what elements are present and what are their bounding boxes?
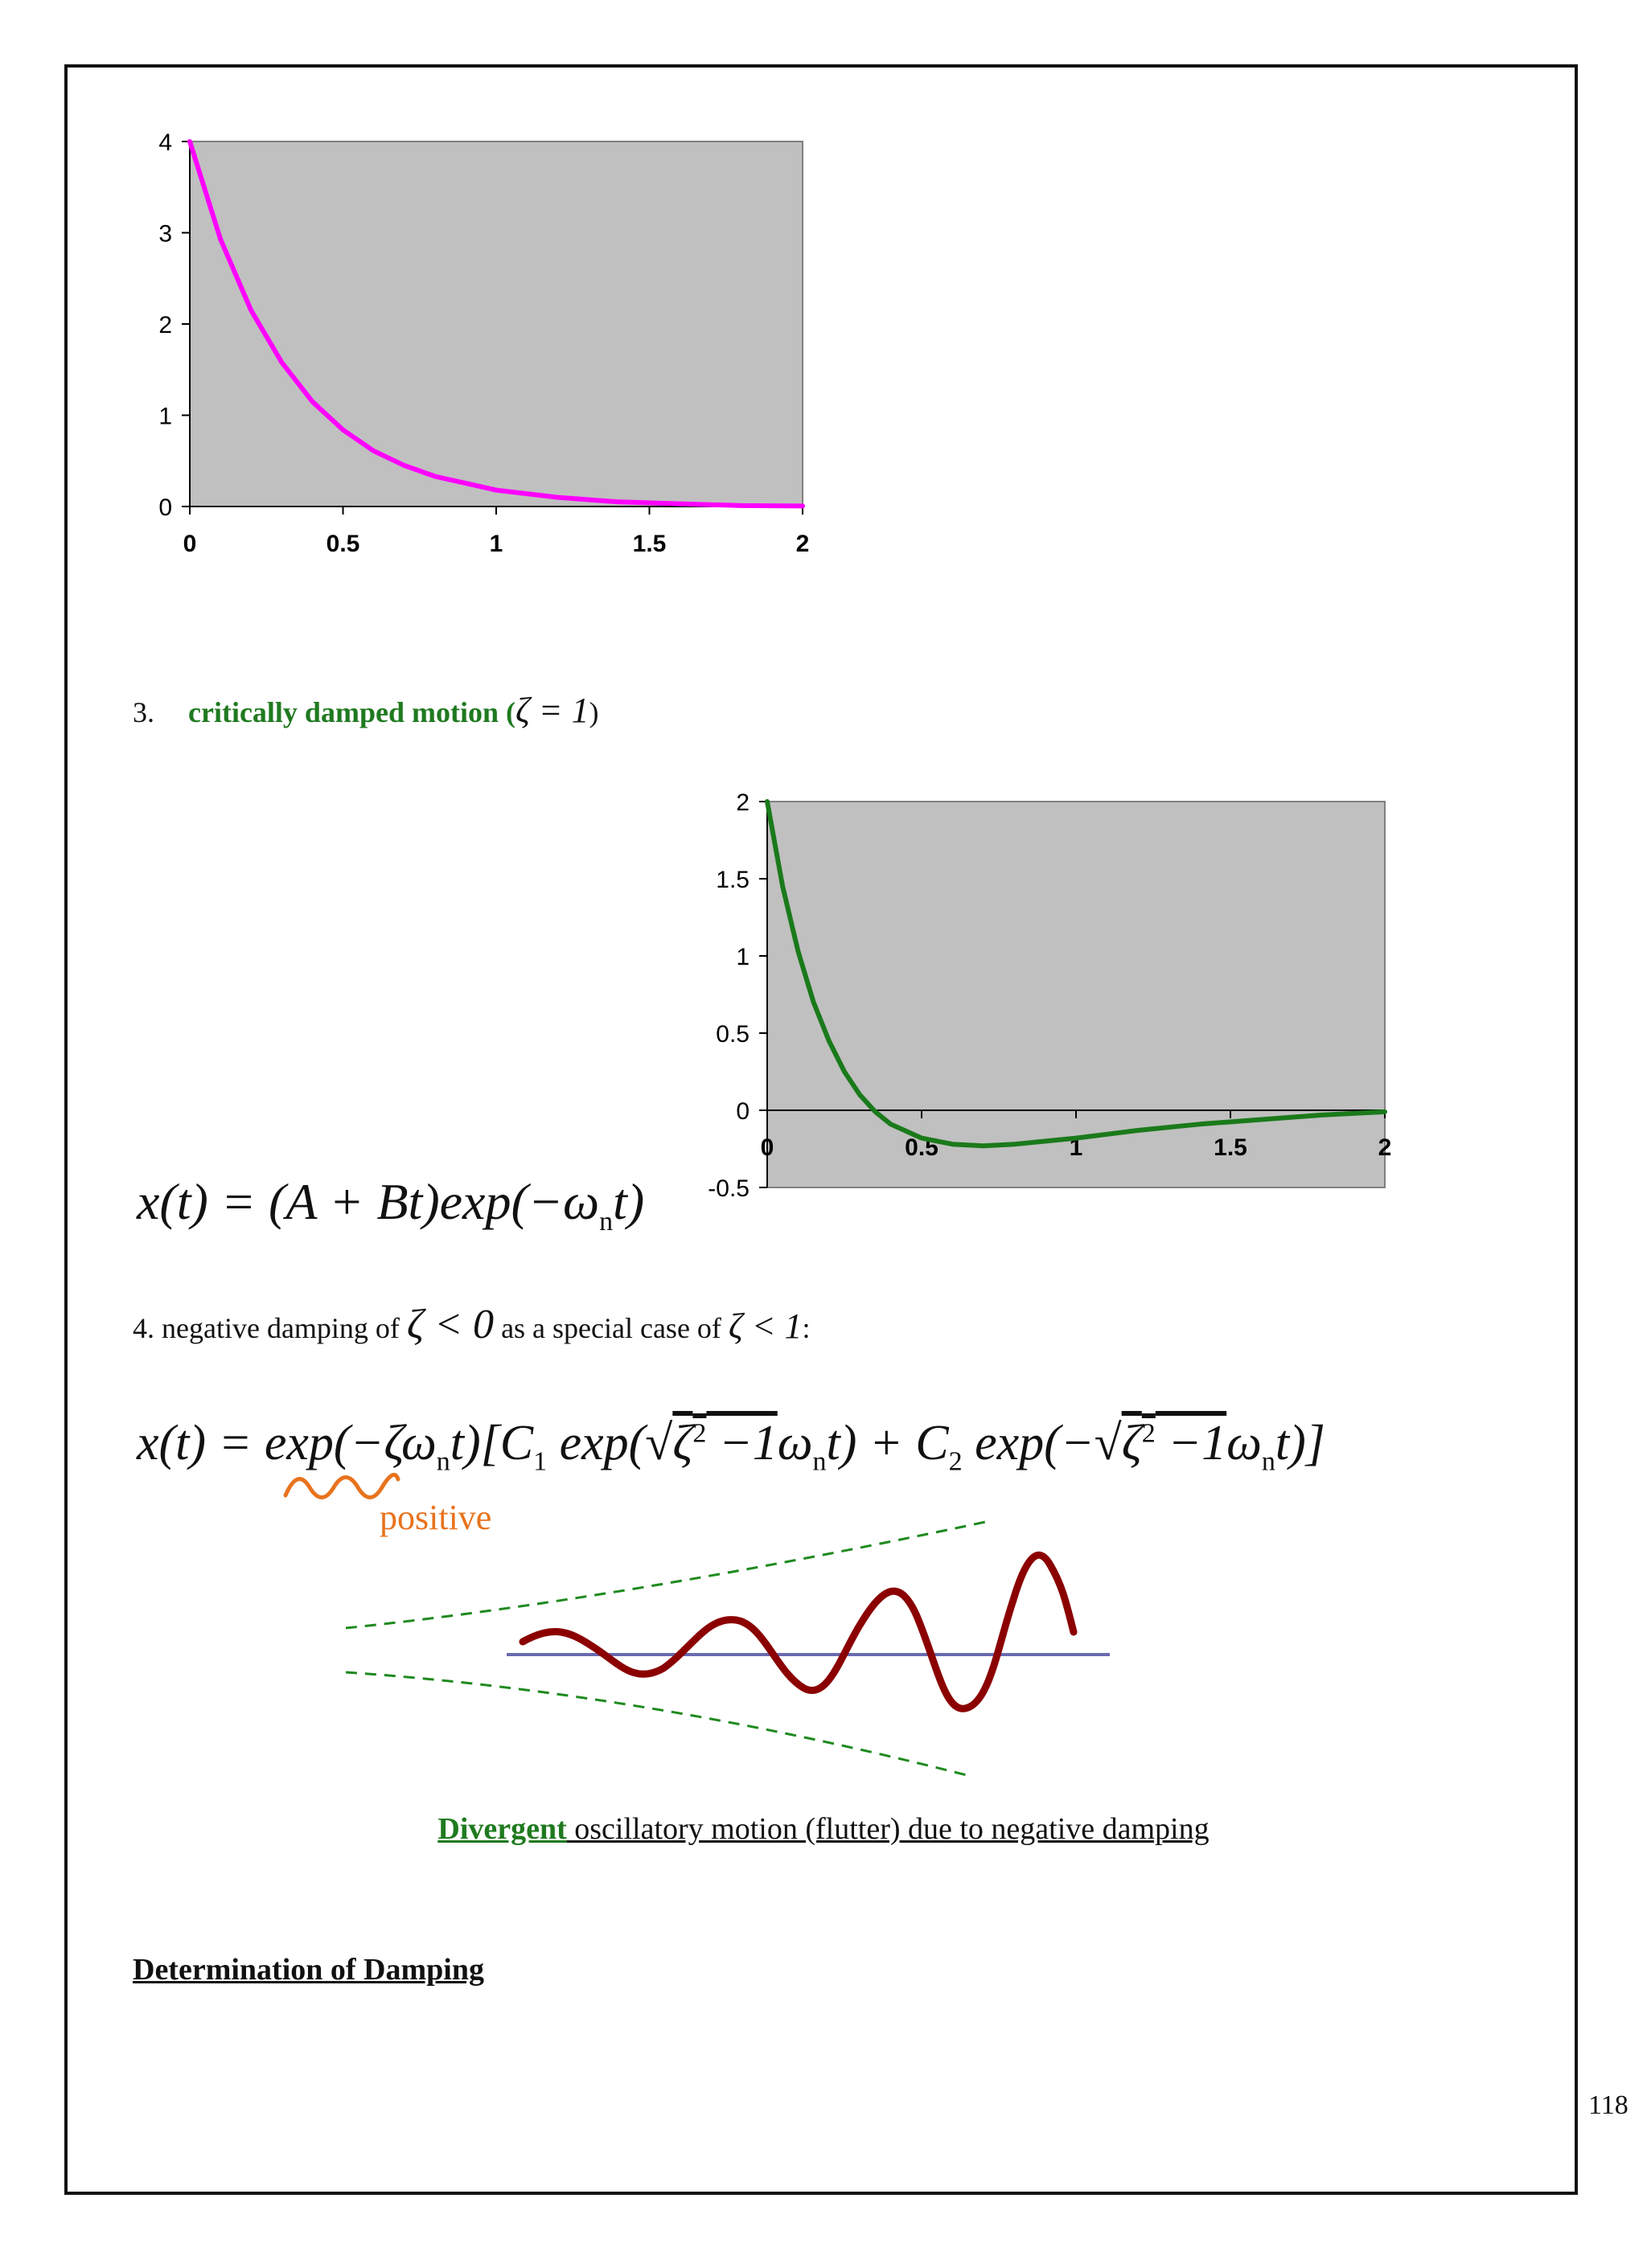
critically-damped-x-tick-label: 1 <box>1069 1134 1083 1161</box>
chart2-plot-area <box>767 802 1385 1187</box>
overdamped-decay-y-tick-label: 2 <box>158 312 172 338</box>
eq2-root1-zeta: ζ <box>672 1416 693 1470</box>
item4-heading <box>133 1301 810 1348</box>
overdamped-decay-x-tick-label: 1.5 <box>632 531 667 557</box>
caption-lead: Divergent <box>437 1812 567 1846</box>
item3-number: 3. <box>133 696 154 728</box>
caption-rest: oscillatory motion (flutter) due to negative damping <box>566 1812 1210 1846</box>
critically-damped-x-tick-label: 1.5 <box>1214 1134 1247 1161</box>
eq2-root1-rest: −1 <box>706 1416 778 1470</box>
critically-damped-y-tick-label: -0.5 <box>708 1175 750 1202</box>
overdamped-chart <box>129 121 852 587</box>
item4-cond2: ζ < 1 <box>728 1306 803 1346</box>
item3-zeta: ζ = 1 <box>515 691 589 730</box>
overdamped-decay-x-tick-label: 2 <box>795 531 810 557</box>
eq2-part3: exp( <box>547 1416 646 1470</box>
eq2-root1 <box>672 1416 777 1470</box>
eq2-part6: exp(− <box>962 1416 1095 1470</box>
chart1-plot-area <box>190 141 803 507</box>
eq2-sub2: 1 <box>533 1446 548 1477</box>
eq2-sub1: n <box>436 1446 450 1477</box>
overdamped-decay-y-tick-label: 0 <box>158 494 172 521</box>
section-heading: Determination of Damping <box>133 1953 484 1987</box>
item4-text3: : <box>802 1312 811 1344</box>
eq2-root2-zeta: ζ <box>1121 1416 1142 1470</box>
eq2-root2-exp: 2 <box>1141 1418 1156 1449</box>
eq2-root1-exp: 2 <box>692 1418 707 1449</box>
critically-damped-y-tick-label: 0 <box>736 1098 750 1125</box>
lower-envelope <box>346 1672 973 1777</box>
overdamped-decay-x-tick-label: 0.5 <box>326 531 360 557</box>
oscillation-curve <box>523 1555 1074 1708</box>
eq2-sub3: n <box>812 1446 827 1477</box>
eq2-part4: ω <box>777 1416 813 1470</box>
page-number: 118 <box>1588 2090 1629 2120</box>
item4-text2: as a special case of <box>501 1312 721 1344</box>
eq2-part2: t)[C <box>450 1416 534 1470</box>
eq2-sub5: n <box>1261 1446 1275 1477</box>
item3-heading <box>133 690 598 731</box>
eq1-sub: n <box>599 1206 614 1237</box>
overdamped-decay-y-tick-label: 3 <box>158 220 172 248</box>
item4-cond1: ζ < 0 <box>406 1302 495 1347</box>
overdamped-decay-y-tick-label: 4 <box>158 129 172 156</box>
critically-damped-y-tick-label: 0.5 <box>716 1021 750 1048</box>
overdamped-decay-x-tick-label: 0 <box>183 531 197 557</box>
overdamped-decay-y-tick-label: 1 <box>158 403 172 430</box>
item3-label: critically damped motion ( <box>188 696 515 728</box>
critically-damped-y-tick-label: 1.5 <box>716 867 750 893</box>
eq1-lhs: x(t) = (A + Bt)exp(−ω <box>137 1173 600 1230</box>
eq1-rhs: t) <box>613 1173 645 1230</box>
critically-damped-chart <box>692 784 1415 1202</box>
eq2-part8: t)] <box>1275 1416 1325 1470</box>
eq2-root2 <box>1122 1416 1226 1470</box>
divergent-oscillation-sketch <box>338 1511 1142 1785</box>
negative-damping-equation: $x(t) = \exp(-\zeta\omega_nt)[C_1$ $\exp(√\zeta^2 -1\omega_nt) + C_2$ $\exp(-√\zeta^2 -1\omega_nt)$] <box>137 1416 1325 1477</box>
positive-label: positive <box>380 1498 492 1537</box>
eq2-part5: t) + C <box>826 1416 949 1470</box>
eq2-sub4: 2 <box>948 1446 963 1477</box>
eq2-part1: x(t) = exp(−ζω <box>137 1416 437 1470</box>
eq2-root2-rest: −1 <box>1155 1416 1227 1470</box>
critically-damped-x-tick-label: 0 <box>760 1134 774 1161</box>
critically-damped-y-tick-label: 1 <box>736 944 750 970</box>
item3-close: ) <box>589 696 599 728</box>
critically-damped-x-tick-label: 2 <box>1378 1134 1392 1161</box>
critically-damped-y-tick-label: 2 <box>736 789 750 816</box>
eq2-part7: ω <box>1226 1416 1262 1470</box>
critically-damped-equation <box>137 1172 644 1237</box>
upper-envelope <box>346 1521 989 1628</box>
overdamped-decay-x-tick-label: 1 <box>489 531 503 557</box>
item4-text1: 4. negative damping of <box>133 1312 400 1344</box>
critically-damped-x-tick-label: 0.5 <box>905 1134 939 1161</box>
figure-caption <box>0 1811 1647 1847</box>
